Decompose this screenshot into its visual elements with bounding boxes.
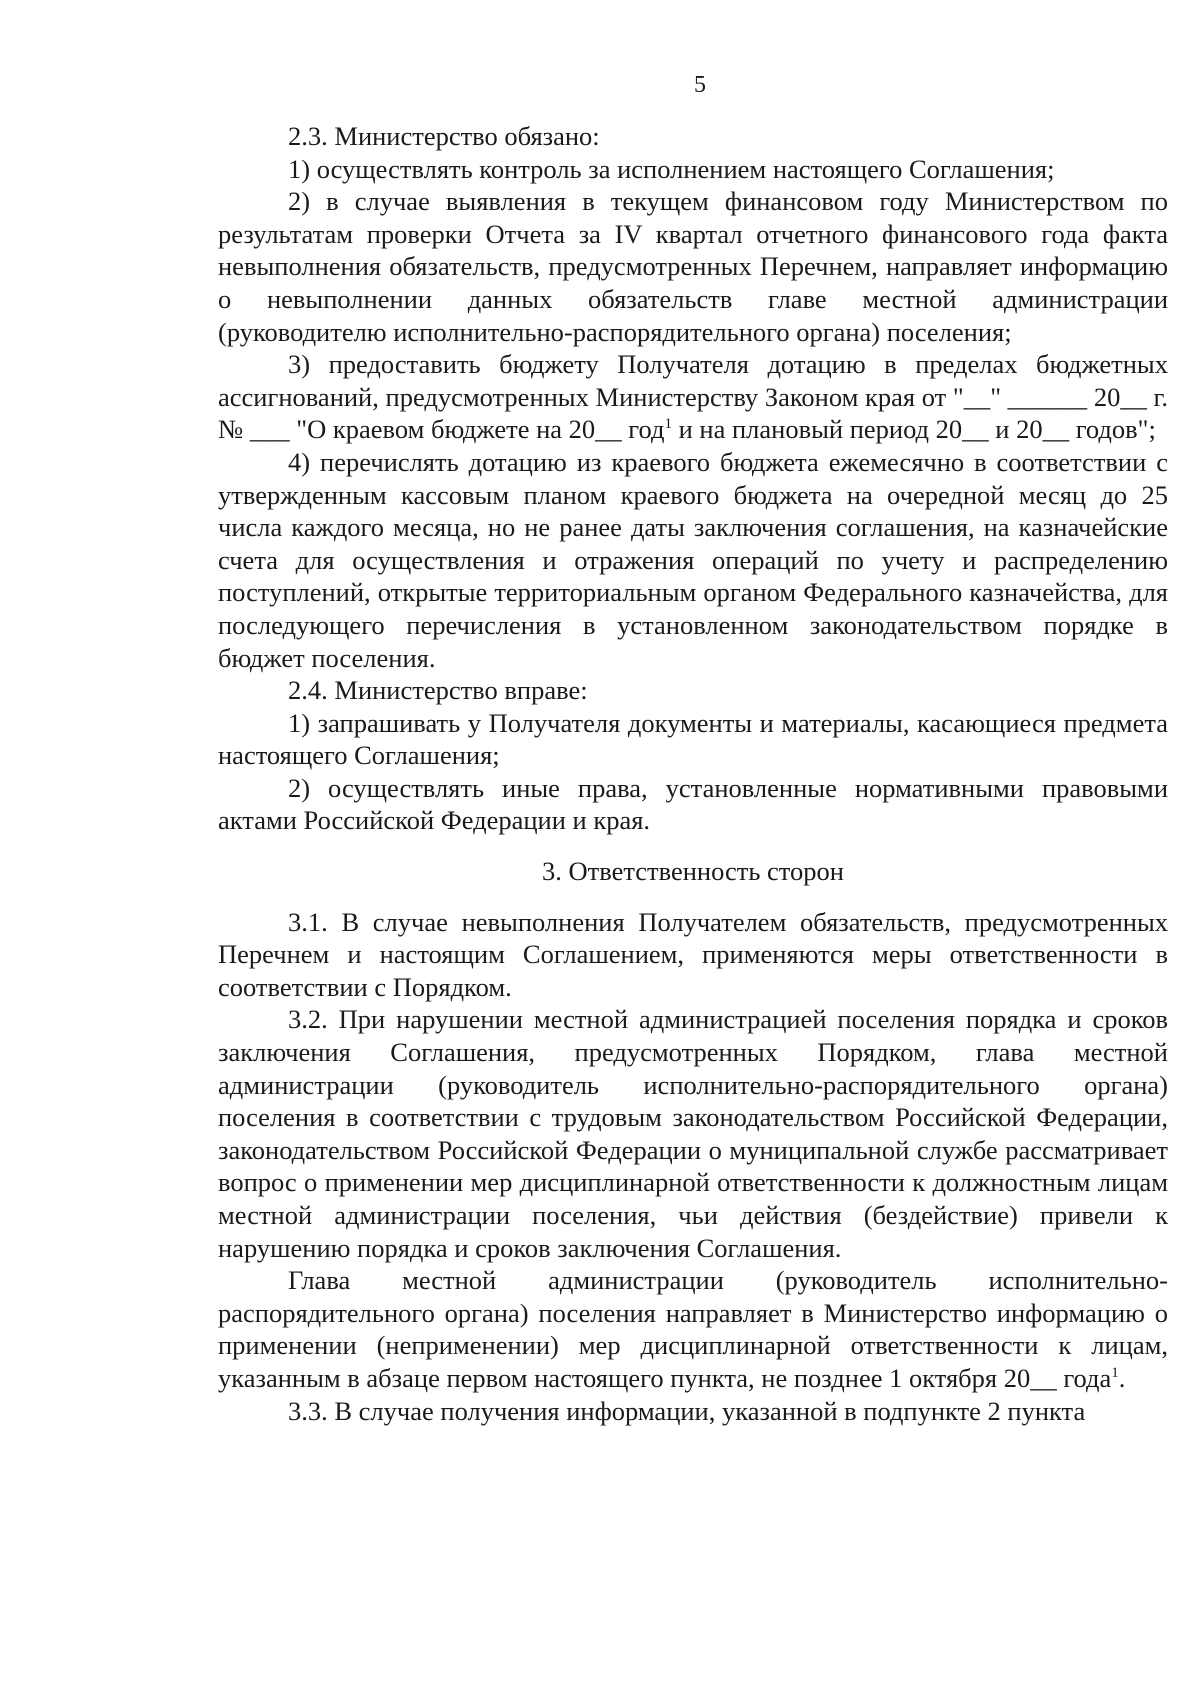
clause-2-3-3-text-end: и на плановый период 20__ и 20__ годов"; xyxy=(671,414,1156,445)
clause-3-1: 3.1. В случае невыполнения Получателем обязательств, предусмотренных Перечнем и настоящим Соглашением, применяются меры ответственности в соответствии с Порядком. xyxy=(218,906,1168,1002)
section-2-4-title: 2.4. Министерство вправе: xyxy=(288,675,588,706)
clause-3-2-paragraph-2 xyxy=(218,1264,1168,1394)
document-body xyxy=(218,120,1168,1427)
section-2-3-title: 2.3. Министерство обязано: xyxy=(288,121,600,151)
clause-2-3-1: 1) осуществлять контроль за исполнением настоящего Соглашения; xyxy=(288,153,1055,184)
footnote-mark: 1 xyxy=(1111,1365,1119,1382)
clause-2-3-3 xyxy=(218,348,1168,446)
clause-2-4-1: 1) запрашивать у Получателя документы и материалы, касающиеся предмета настоящего Соглашения; xyxy=(218,707,1168,771)
section-3-heading: 3. Ответственность сторон xyxy=(542,856,844,887)
clause-2-3-2: 2) в случае выявления в текущем финансовом году Министерством по результатам проверки Отчета за IV квартал отчетного финансового года факта невыполнения обязательств, предусмотренных Перечнем, направляет информацию о невыполнении данных обязательств главе местной администрации (руководителю исполнительно-распорядительного органа) поселения; xyxy=(218,186,1168,347)
footnote-mark: 1 xyxy=(664,416,672,433)
clause-2-4-2: 2) осуществлять иные права, установленные нормативными правовыми актами Российской Федерации и края. xyxy=(218,772,1168,836)
clause-2-3-3-text-start: 3) предоставить бюджету Получателя дотацию в пределах бюджетных ассигнований, предусмотренных Министерству Законом края от "__" ______ 20__ г. № ___ "О краевом бюджете на 20__ год xyxy=(218,349,1168,445)
page-number: 5 xyxy=(694,72,706,98)
clause-3-2: 3.2. При нарушении местной администрацией поселения порядка и сроков заключения Соглашения, предусмотренных Порядком, глава местной администрации (руководитель исполнительно-распорядительного органа) поселения в соответствии с трудовым законодательством Российской Федерации, законодательством Российской Федерации о муниципальной службе рассматривает вопрос о применении мер дисциплинарной ответственности к должностным лицам местной администрации поселения, чьи действия (бездействие) привели к нарушению порядка и сроков заключения Соглашения. xyxy=(218,1004,1168,1263)
clause-3-3: 3.3. В случае получения информации, указанной в подпункте 2 пункта xyxy=(288,1395,1086,1426)
clause-3-2-paragraph-2-end: . xyxy=(1118,1362,1126,1393)
clause-2-3-4: 4) перечислять дотацию из краевого бюджета ежемесячно в соответствии с утвержденным кассовым планом краевого бюджета на очередной месяц до 25 числа каждого месяца, но не ранее даты заключения соглашения, на казначейские счета для осуществления и отражения операций по учету и распределению поступлений, открытые территориальным органом Федерального казначейства, для последующего перечисления в установленном законодательством порядке в бюджет поселения. xyxy=(218,446,1168,673)
clause-3-2-paragraph-2-text: Глава местной администрации (руководитель исполнительно-распорядительного органа) поселения направляет в Министерство информацию о применении (неприменении) мер дисциплинарной ответственности к лицам, указанным в абзаце первом настоящего пункта, не позднее 1 октября 20__ года xyxy=(218,1265,1168,1393)
